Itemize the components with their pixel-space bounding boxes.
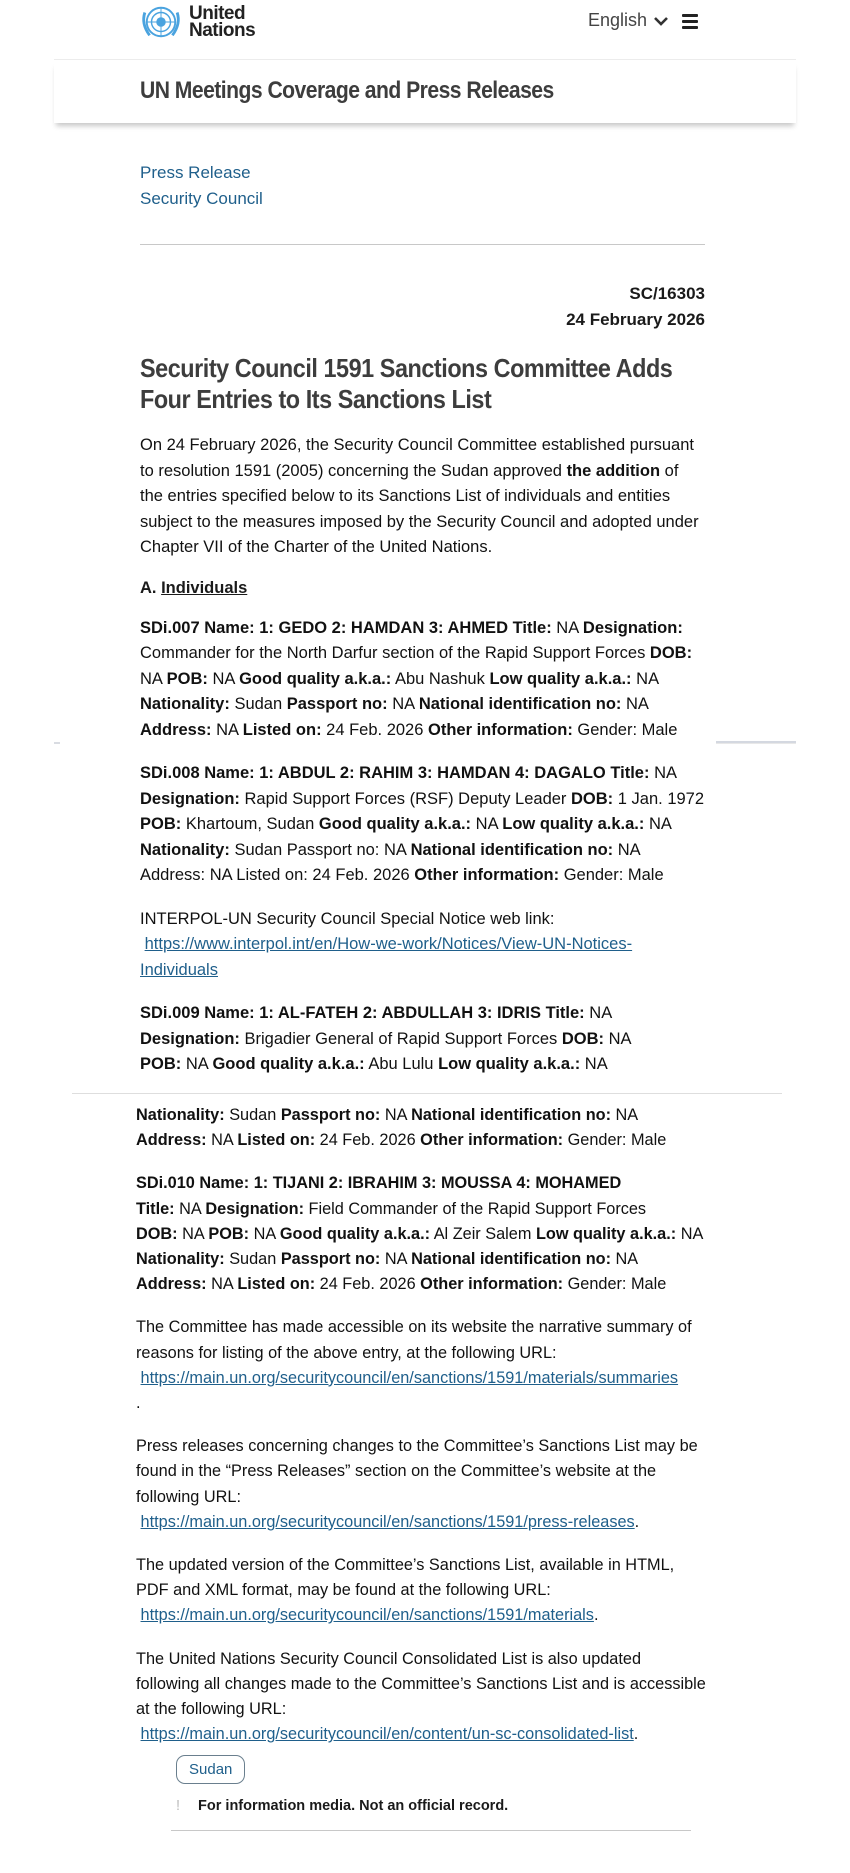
field-label: Nationality: [136,1106,225,1124]
field-label: POB: [166,669,208,688]
field-value: Gender: Male [567,1275,667,1294]
interpol-text: INTERPOL-UN Security Council Special Notice web link: [140,909,555,928]
field-value: Sudan [234,840,283,859]
field-label: Low quality a.k.a.: [502,815,645,833]
field-label: Title: [136,1199,175,1218]
field-label [140,619,552,637]
closing-suffix: . [634,1512,640,1531]
field-label: National identification no: [411,1250,611,1269]
site-title[interactable]: UN Meetings Coverage and Press Releases [140,77,554,104]
page-title: Security Council 1591 Sanctions Committee Adds Four Entries to Its Sanctions List [140,353,673,414]
field-value: SDi.007 [140,618,200,637]
field-value: NA [636,669,659,688]
field-value: Abu Lulu [368,1055,439,1073]
closing-suffix: . [633,1725,639,1744]
un-logo[interactable] [139,3,255,41]
breadcrumb-security-council[interactable]: Security Council [140,189,263,208]
field-value: Name: [199,1174,250,1193]
field-label: POB: [140,815,182,833]
un-emblem-icon [139,3,183,41]
field-value: NA [182,1224,204,1243]
field-value: Sudan [229,1250,277,1269]
field-label: Other information: [428,720,573,739]
field-label: Good quality a.k.a.: [212,1055,365,1073]
field-value: 1: GEDO 2: HAMDAN 3: AHMED [259,618,508,637]
field-label: DOB: [561,1029,605,1048]
sanctions-entry [136,1171,706,1297]
field-value: NA [584,1055,608,1073]
closing-paragraph [136,1647,706,1748]
hamburger-menu-icon[interactable] [682,14,698,29]
field-value: NA [211,1275,233,1294]
field-value: NA [140,669,163,688]
article [140,160,705,1078]
field-label [140,1004,585,1022]
document-meta [140,281,705,333]
field-label: Listed on: [237,1275,316,1294]
field-label: Passport no: [280,1250,381,1269]
document-date: 24 February 2026 [566,310,705,329]
section-label: Individuals [161,578,248,597]
intro-text: On 24 February 2026, the Security Council Committee established pursuant to resolution 1591 (2005) concerning the Sudan approved [140,436,694,480]
field-value: NA [617,840,640,859]
field-label: Nationality: [140,695,230,713]
field-value: NA [475,815,498,833]
field-value: NA [384,1106,407,1124]
footer-notice-text: For information media. Not an official record. [198,1798,509,1815]
interpol-link[interactable]: https://www.interpol.int/en/How-we-work/Notices/View-UN-Notices-Individuals [140,935,633,979]
field-value: NA [625,695,648,713]
sanctions-entry [140,616,705,744]
field-value: 1: TIJANI 2: IBRAHIM 3: MOUSSA 4: MOHAMED [253,1174,622,1193]
field-value: NA [253,1224,276,1243]
field-value: Brigadier General of Rapid Support Forces [244,1029,558,1048]
field-label: Address: [140,720,212,739]
field-value: SDi.008 [140,764,200,782]
field-label: DOB: [571,789,614,808]
divider [140,244,705,245]
intro-text-end: of the entries specified below to its Sanctions List of individuals and entities subject to the measures imposed by the Security Council and adopted under Chapter VII of the Charter of the United Nations. [140,461,699,556]
field-label: DOB: [649,644,693,662]
field-value: 1: AL-FATEH 2: ABDULLAH 3: IDRIS [259,1004,541,1022]
field-value: Title: [610,764,650,782]
field-value: Name: [204,618,255,637]
exclamation-icon: ! [176,1798,181,1815]
closing-paragraph [136,1434,706,1535]
field-label: Nationality: [140,840,230,859]
field-label: Low quality a.k.a.: [535,1224,677,1243]
field-value: 24 Feb. 2026 [326,720,424,739]
decorative-artifact [54,742,60,744]
section-heading [140,579,705,598]
field-value: Khartoum, Sudan [185,815,315,833]
field-label: Good quality a.k.a.: [318,815,472,833]
language-label: English [588,10,648,30]
intro-paragraph [140,433,705,561]
field-value: Title: [545,1004,585,1022]
summaries-link[interactable]: https://main.un.org/securitycouncil/en/sanctions/1591/materials/summaries [140,1368,679,1387]
sanctions-entry-continued [136,1103,706,1153]
field-value: Commander for the North Darfur section of the Rapid Support Forces [140,644,650,662]
closing-text: The United Nations Security Council Consolidated List is also updated following all changes made to the Committee’s Sanctions List and is accessible at the following URL: [136,1649,706,1719]
field-value: Name: [204,764,255,782]
field-label: Designation: [205,1199,304,1218]
field-label [140,764,649,782]
field-value: NA [212,669,235,688]
interpol-notice [140,907,705,984]
field-value: NA [392,695,415,713]
field-value: Gender: Male [577,720,678,739]
field-value: NA [556,618,579,637]
field-value: NA [680,1224,703,1243]
field-label: Designation: [140,789,240,808]
field-value: NA [216,720,239,739]
field-label: Other information: [420,1275,564,1294]
article-continued [136,1093,706,1831]
consolidated-list-link[interactable]: https://main.un.org/securitycouncil/en/content/un-sc-consolidated-list [140,1725,634,1744]
field-label: DOB: [136,1224,178,1243]
field-label: Nationality: [136,1250,225,1269]
intro-bold: the addition [566,461,661,480]
field-label: POB: [208,1224,250,1243]
field-value: Al Zeir Salem [433,1224,536,1243]
field-value: 1 Jan. 1972 [617,789,705,808]
document-symbol: SC/16303 [629,284,705,303]
field-label: Low quality a.k.a.: [438,1055,581,1073]
field-value: NA [608,1029,632,1048]
logo-wordmark [189,5,255,39]
field-label: Passport no: [280,1106,381,1124]
closing-text: Press releases concerning changes to the Committee’s Sanctions List may be found in the “Press Releases” section on the Committee’s website at the following URL: [136,1437,698,1506]
field-value: NA [648,815,671,833]
field-value: Field Commander of the Rapid Support Forces [308,1199,647,1218]
field-value: Address: NA Listed on: 24 Feb. 2026 [140,866,410,884]
closing-text: The Committee has made accessible on its website the narrative summary of reasons for listing of the above entry, at the following URL: [136,1318,692,1362]
decorative-artifact [716,741,796,744]
field-label: POB: [140,1055,182,1073]
top-navigation-bar [54,0,796,60]
field-value: Name: [204,1004,255,1022]
field-value: SDi.009 [140,1004,200,1022]
closing-paragraph [136,1553,706,1629]
tag-sudan[interactable]: Sudan [176,1755,245,1784]
closing-suffix: . [593,1606,599,1625]
closing-suffix: . [136,1394,141,1413]
field-label [136,1174,621,1192]
field-value: Rapid Support Forces (RSF) Deputy Leader [244,789,567,808]
field-value: 24 Feb. 2026 [319,1275,416,1294]
field-label: Designation: [582,618,683,637]
field-label: Listed on: [242,720,322,739]
field-value: SDi.010 [136,1174,195,1193]
field-value: NA [615,1250,638,1269]
field-label: Address: [136,1275,207,1294]
materials-link[interactable]: https://main.un.org/securitycouncil/en/sanctions/1591/materials [140,1606,594,1625]
logo-line-2: Nations [189,20,256,41]
field-label: Address: [136,1131,207,1150]
sanctions-entry [140,1001,705,1078]
field-label: Designation: [140,1029,240,1048]
section-prefix: A. [140,578,162,597]
field-label: Good quality a.k.a.: [279,1224,431,1243]
divider [171,1830,691,1831]
field-label: Passport no: [286,695,388,713]
chevron-down-icon [653,15,669,27]
field-value: Gender: Male [567,1131,667,1150]
site-title-band [54,61,796,123]
field-value: NA [384,1250,407,1269]
field-value: NA [654,764,677,782]
field-label: National identification no: [410,840,614,859]
closing-paragraph [136,1315,706,1416]
field-value: NA [179,1199,201,1218]
field-value: Abu Nashuk [394,669,485,688]
breadcrumb-press-release[interactable]: Press Release [140,163,251,182]
field-label: Good quality a.k.a.: [239,669,392,688]
field-value: Passport no: NA [286,840,406,859]
field-value: Title: [512,618,552,637]
breadcrumb [140,160,705,212]
field-value: Sudan [234,695,283,713]
field-value: Gender: Male [563,866,664,884]
field-label: National identification no: [418,695,622,713]
field-label: Listed on: [237,1131,316,1150]
field-label: Other information: [414,866,560,884]
press-releases-link[interactable]: https://main.un.org/securitycouncil/en/sanctions/1591/press-releases [140,1512,635,1531]
field-value: NA [589,1004,613,1022]
field-label: National identification no: [411,1106,611,1124]
field-label: Other information: [420,1131,564,1150]
field-value: NA [211,1131,233,1150]
sanctions-entry [140,761,705,889]
field-label: Low quality a.k.a.: [489,669,632,688]
field-value: Sudan [229,1106,277,1124]
field-value: 1: ABDUL 2: RAHIM 3: HAMDAN 4: DAGALO [259,764,606,782]
field-value: NA [615,1106,639,1124]
language-selector[interactable] [588,10,669,31]
closing-text: The updated version of the Committee’s Sanctions List, available in HTML, PDF and XML format, may be found at the following URL: [136,1556,675,1600]
footer-notice [176,1798,706,1814]
field-value: NA [185,1055,208,1073]
field-value: 24 Feb. 2026 [319,1131,416,1150]
logo-line-1: United [189,3,246,24]
